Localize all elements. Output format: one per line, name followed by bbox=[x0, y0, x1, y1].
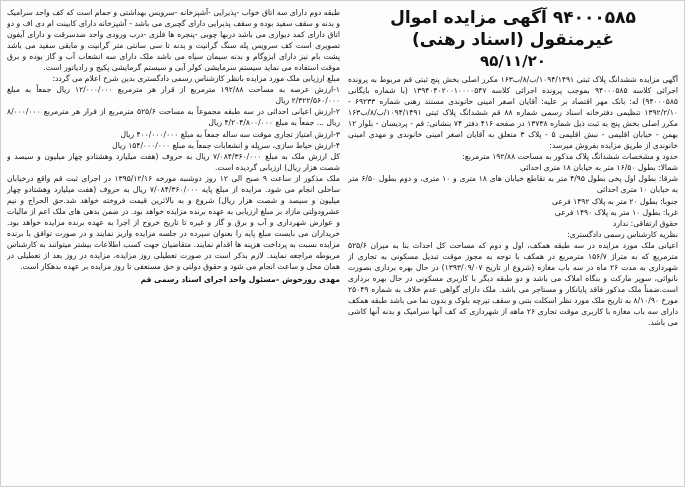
notice-date: ۹۵/۱۱/۲۰ bbox=[480, 52, 546, 70]
left-paragraph: مبلغ ارزیابی ملک مورد مزایده باتظر کارشناس رسمی دادگستری بدین شرح اعلام می گردد: bbox=[52, 74, 340, 84]
right-paragraph: غربا: بطول ۱۰ متر به پلاک ۱۴۹۰ فرعی bbox=[554, 207, 678, 217]
right-paragraph: جنوبا: بطول ۲۰ متر به پلاک ۱۴۹۲ فرعی bbox=[552, 196, 678, 206]
right-paragraph: اعیانی ملک مورد مزایده در سه طبقه همکف، اول و دوم که مساحت کل احداث بنا به میزان ۵۲۵/۶ مترمربع که به متراژ ۱۵۶/۷ مترمربع در همکف با توجه به مجوز موقت تبدیل مسکونی به تجاری از شهرداری به مدت ۲۶ ماه در سه باب مغازه (شروع از تاریخ ۱۳۹۳/۰۹/۰۷) در حال بهره برداری بصورت نانوائی، سوپر مارکت و بنگاه املاک می باشد و دو طبقه دیگر با کاربری مسکونی در حال بهره برداری است.ضمناً ملک مذکور فاقد پایانکار و مستاجر می باشد. ملک دارای گواهی عدم خلاف به شماره ۲۵۰۴۹ مورخ ۸/۱۰/۹۰ به تاریخ ملک مورد نظر اسکلت بتنی و سقف تیرچه بلوک و بدون نما می باشد طبقه همکف دارای سه باب مغازه با کاربری موقت تجاری ۲۶ ماهه از شهرداری که کف آنها سرامیک و بدنه آنها کاشی می باشد. bbox=[348, 240, 678, 328]
left-paragraph: کل ارزش ملک به مبلغ ۷/۰۸۴/۳۶۰/۰۰۰ ریال به حروف (هفت میلیارد وهشتادو چهار میلیون و سیصد و شصت هزار ریال) ارزیابی گردیده است. bbox=[7, 151, 340, 172]
signature: مهدی روزخوش –مسئول واحد اجرای اسناد رسمی قم bbox=[140, 275, 340, 285]
left-column bbox=[7, 7, 340, 480]
right-paragraph: آگهی مزایده ششدانگ پلاک ثبتی ۱۰۹۴/۱۴۹۱/ب/۸/ب۱۶۳ مکرر اصلی بخش پنج ثبتی قم مربوط به پرونده اجرائی کلاسه ۹۴۰۰۰۵۸۵ بموجب پرونده اجرائی کلاسه ۱۳۹۴۰۴۰۲۰۰۱۰۰۰۰۵۴۷ (با شماره بایگانی ۹۴۰۰۰۵۸۵) له: بانک مهر اقتصاد بر علیه: آقایان اصغر امینی خانوندی مستند رهنی شماره ۶۹۲۳۳ - ۱۳۹۲/۲/۱۰ تنظیمی دفترخانه اسناد رسمی شماره ۸۸ قم ششدانگ پلاک ثبتی ۱۰۹۴/۱۴۹۱/ب/۸/ب۱۶۳ مکرر اصلی بخش پنج به ثبت ذیل شماره ۱۳۷۳۸ در صفحه ۴۱۶ دفتر ۷۴ بنشانی: قم - پردیسان - بلوار ۱۲ بهمن - خیابان اقلیمی - نبش اقلیمی ۵ - پلاک ۳ متعلق به آقایان اصغر امینی خانوندی و مهدی امینی خانوندی از طریق مزایده بفروش میرسد: bbox=[348, 75, 678, 151]
right-column bbox=[348, 7, 678, 480]
right-paragraph: شمالا: بطول ۱۶/۵۰ متر به خیابان ۱۸ متری احداثی bbox=[520, 163, 678, 173]
right-paragraph: شرقا: بطول اول پخی بطول ۴/۹۵ متر به تقاطع خیابان های ۱۸ متری و ۱۰ متری، و دوم بطول ۶/۵۰ متر به خیابان ۱۰ متری احداثی bbox=[348, 174, 678, 195]
left-paragraph: ملک مذکور از ساعت ۹ صبح الی ۱۲ روز دوشنبه مورخه ۱۳۹۵/۱۲/۱۶ در اجرای ثبت قم واقع درخیابان ساحلی انجام می شود. مزایده از مبلغ پایه ۷/۰۸۴/۳۶۰/۰۰۰ ریال به حروف (هفت میلیارد وهشتادو چهار میلیون و سیصد و شصت هزار ریال) شروع و به بالاترین قیمت فروخته خواهد شد.حق الحراج و نیم عشرودولتی مازاد بر مبلغ ارزیابی به عهده برنده مزایده خواهد بود. در ضمن بدهی های ملک اعم از مالیات و عوارض شهرداری و آب و برق و گاز و غیره تا تاریخ خروج از اجرا به عهده برنده مزایده خواهد بود. خریداران می بایست مبلغ پایه را بعنوان سپرده در جلسه مزایده واریز نمایند و در صورت توافق با برنده مزایده نسبت به پرداخت هزینه ها اقدام نمایند. متقاضیان جهت کسب اطلاعات بیشتر میتوانند به کارشناس مربوطه مراجعه نمایند. لازم بذکر است در صورت تعطیلی روز مزایده، مزایده در روز بعد از تعطیلی در همان محل و ساعت انجام می شود و حقوق دولتی و حق مستعفی تا روز مزایده بر عهده بدهکار است. bbox=[7, 173, 340, 272]
right-paragraph: نظریه کارشناس رسمی دادگستری: bbox=[567, 229, 678, 239]
left-paragraph: طبقه دوم دارای سه اتاق خواب -پذیرایی -آشپزخانه -سرویس بهداشتی و حمام است که کف واحد سرامیک و بدنه و سقف سفید بوده و سقف پذیرایی دارای گچبری می باشد - آشپزخانه دارای کابینت ام دی اف و دو اتاق دارای کمد دیواری می باشد دربها چوبی -پنجره ها فلزی -درب ورودی واحد ضدسرقت و دارای آیفون تصویری است کف سرویس پله سنگ گرانیت و بدنه تا سی سانتی متر گرانیت و مابقی سفید می باشد پشت بام نیز دارای ایزوگام و بدنه سیمان سیاه می باشد ملک دارای سه انشعاب آب و گاز بوده و برق موقت استفاده می نماید سیستم سرمایشی کولر آبی و سیستم گرمایشی پکیج و رادیاتور است. bbox=[7, 8, 340, 73]
left-paragraph: ۱-ارزش عرصه به مساحت ۱۹۲/۸۸ مترمربع از قرار هر مترمربع ۱۲/۰۰۰/۰۰۰ ریال جمعاً به مبلغ ۲/۳۲۲/۵۶۰/۰۰۰ ریال bbox=[7, 85, 340, 106]
right-paragraph: حدود و مشخصات ششدانگ پلاک مذکور به مساحت ۱۹۲/۸۸ مترمربع: bbox=[462, 152, 678, 162]
left-paragraph: ۲-ارزش اعیانی احداثی در سه طبقه مجموعاً به مساحت ۵۲۵/۶ مترمربع از قرار هر مترمربع ۸/۰۰۰/۰۰۰ ریال ... جمعاً به مبلغ ۴/۲۰۴/۸۰۰/۰۰۰ ریال bbox=[7, 107, 340, 128]
left-paragraph: ۴-ارزش حیاط سازی، سرپله و انشعابات جمعاً به مبلغ ۱۵۴/۰۰۰/۰۰۰ ریال bbox=[112, 140, 340, 150]
left-paragraph: ۳-ارزش امتیاز تجاری موقت سه ساله جمعاً به مبلغ ۴۰۰/۰۰۰/۰۰۰ ریال bbox=[120, 129, 340, 139]
notice-columns bbox=[7, 7, 678, 480]
right-paragraph: حقوق ارتفاقی: ندارد bbox=[613, 218, 678, 228]
notice-title: ۹۴۰۰۰۵۸۵ آگهی مزایده اموال غیرمنقول (اسناد رهنی) bbox=[390, 8, 636, 50]
